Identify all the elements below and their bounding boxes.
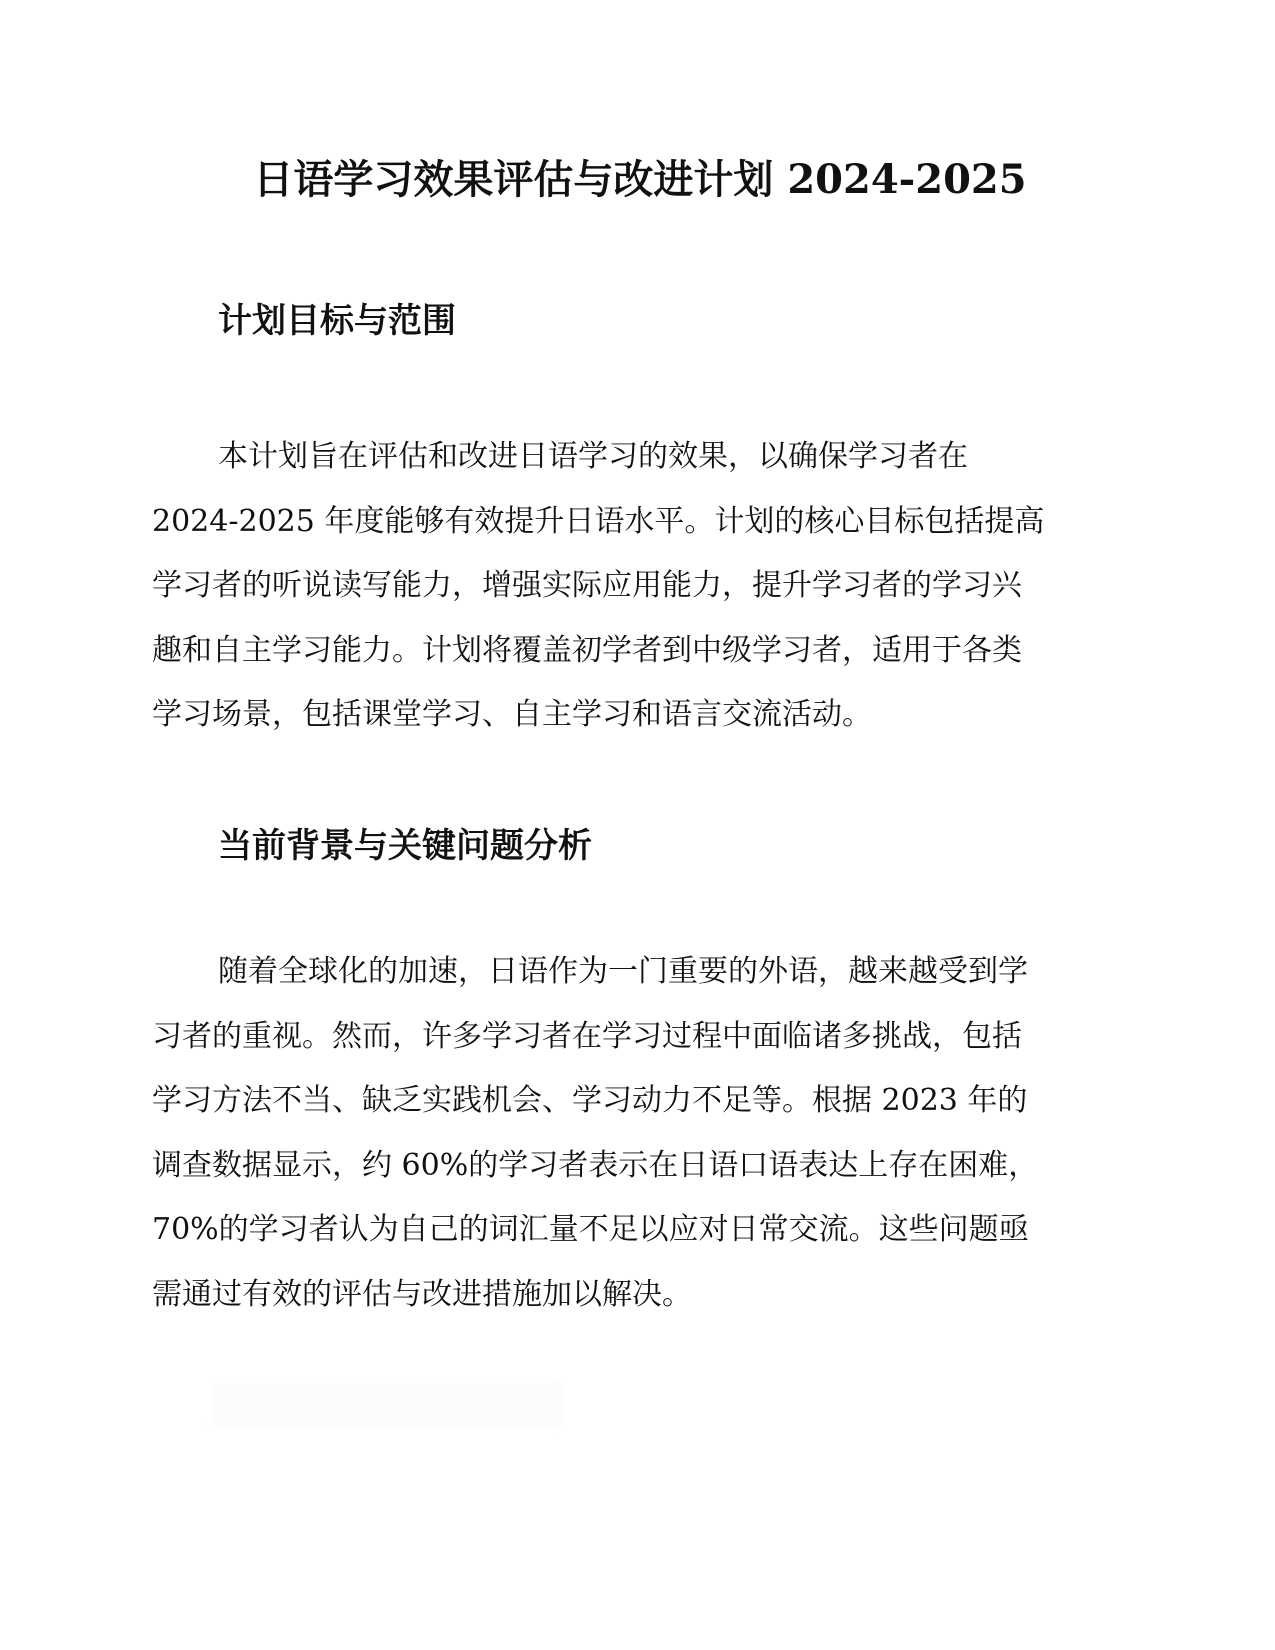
paragraph-line: 2024-2025 年度能够有效提升日语水平。计划的核心目标包括提高 (152, 503, 1045, 539)
paragraph-line: 70%的学习者认为自己的词汇量不足以应对日常交流。这些问题亟 (152, 1212, 1029, 1247)
paragraph-line: 调查数据显示，约 60%的学习者表示在日语口语表达上存在困难， (152, 1147, 1039, 1183)
document-title: 日语学习效果评估与改进计划 2024-2025 (253, 156, 1027, 203)
faint-smudge (212, 1383, 562, 1427)
paragraph-line: 需通过有效的评估与改进措施加以解决。 (152, 1276, 692, 1312)
paragraph-goals-scope (152, 425, 1132, 748)
paragraph-line: 学习场景，包括课堂学习、自主学习和语言交流活动。 (152, 697, 872, 732)
paragraph-line: 趣和自主学习能力。计划将覆盖初学者到中级学习者，适用于各类 (152, 632, 1022, 668)
section-heading-background-issues: 当前背景与关键问题分析 (218, 826, 592, 866)
section-heading-goals-scope: 计划目标与范围 (218, 301, 456, 341)
paragraph-line: 学习方法不当、缺乏实践机会、学习动力不足等。根据 2023 年的 (152, 1083, 1028, 1118)
paragraph-line: 习者的重视。然而，许多学习者在学习过程中面临诸多挑战，包括 (152, 1018, 1022, 1054)
paragraph-line: 随着全球化的加速，日语作为一门重要的外语，越来越受到学 (218, 954, 1028, 989)
paragraph-background-issues (152, 940, 1132, 1327)
paragraph-line: 学习者的听说读写能力，增强实际应用能力，提升学习者的学习兴 (152, 568, 1022, 603)
paragraph-line: 本计划旨在评估和改进日语学习的效果，以确保学习者在 (218, 439, 968, 474)
